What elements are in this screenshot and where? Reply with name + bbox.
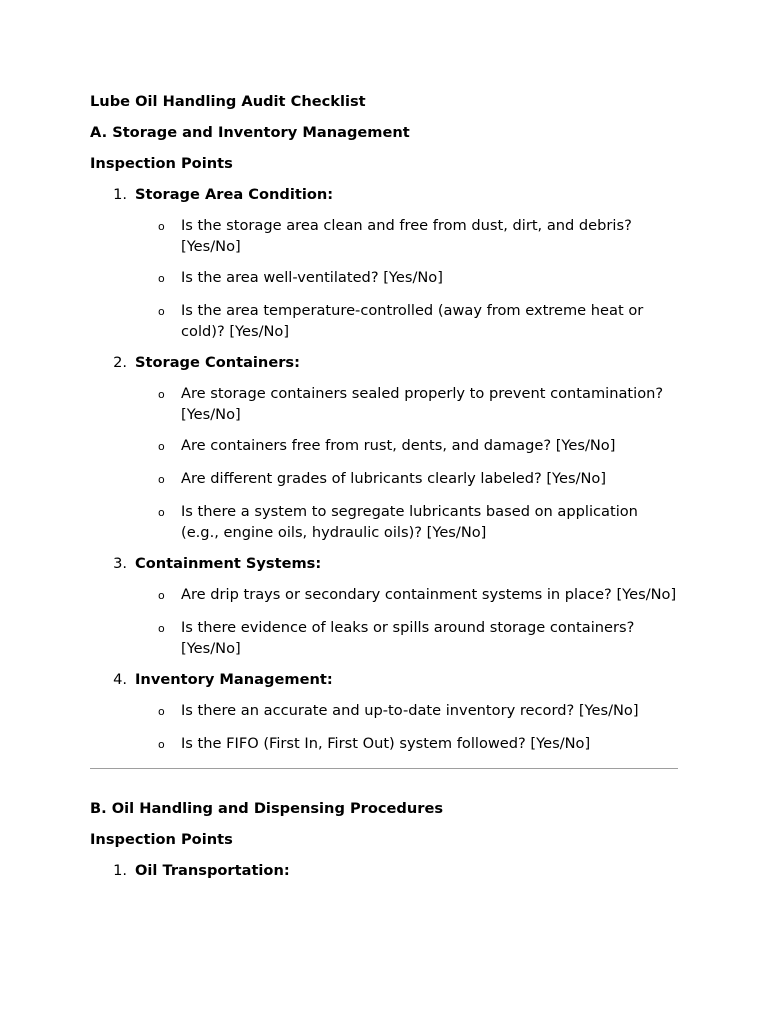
question-list (90, 384, 678, 543)
item-number: 3. (113, 555, 127, 572)
checklist-item (90, 353, 678, 543)
question-list (90, 701, 678, 756)
section-a-title: A. Storage and Inventory Management (90, 124, 410, 141)
question-list (90, 585, 678, 659)
question-text: Are storage containers sealed properly to prevent contamination? [Yes/No] (181, 385, 664, 423)
section-a (90, 123, 678, 756)
question-item (90, 618, 678, 659)
item-label: Inventory Management: (135, 671, 333, 688)
question-list (90, 216, 678, 342)
section-divider (90, 768, 678, 769)
question-text: Is there an accurate and up-to-date inventory record? [Yes/No] (181, 702, 639, 719)
question-item (90, 216, 678, 257)
question-text: Are different grades of lubricants clearly labeled? [Yes/No] (181, 470, 607, 487)
bullet-icon: o (158, 305, 165, 318)
section-b-checklist (90, 861, 678, 881)
document-page (90, 92, 678, 892)
checklist-item (90, 670, 678, 756)
question-item (90, 301, 678, 342)
item-number: 1. (113, 186, 127, 203)
question-text: Is the area well-ventilated? [Yes/No] (181, 269, 443, 286)
question-item (90, 469, 678, 491)
bullet-icon: o (158, 705, 165, 718)
bullet-icon: o (158, 622, 165, 635)
bullet-icon: o (158, 220, 165, 233)
section-a-subheading: Inspection Points (90, 155, 233, 172)
question-text: Is there a system to segregate lubricants based on application (e.g., engine oils, hydraulic oils)? [Yes/No] (181, 503, 638, 541)
bullet-icon: o (158, 589, 165, 602)
question-text: Is the storage area clean and free from dust, dirt, and debris? [Yes/No] (181, 217, 632, 255)
bullet-icon: o (158, 440, 165, 453)
item-label: Oil Transportation: (135, 862, 290, 879)
question-item (90, 436, 678, 458)
checklist-item (90, 861, 678, 881)
document-title: Lube Oil Handling Audit Checklist (90, 93, 366, 110)
question-item (90, 502, 678, 543)
question-text: Is the FIFO (First In, First Out) system followed? [Yes/No] (181, 735, 591, 752)
question-item (90, 734, 678, 756)
bullet-icon: o (158, 388, 165, 401)
item-label: Storage Area Condition: (135, 186, 334, 203)
item-number: 2. (113, 354, 127, 371)
question-text: Is the area temperature-controlled (away from extreme heat or cold)? [Yes/No] (181, 302, 644, 340)
bullet-icon: o (158, 738, 165, 751)
question-text: Are containers free from rust, dents, and damage? [Yes/No] (181, 437, 616, 454)
item-label: Containment Systems: (135, 555, 322, 572)
section-b-subheading: Inspection Points (90, 831, 233, 848)
checklist-item (90, 554, 678, 659)
bullet-icon: o (158, 272, 165, 285)
question-text: Is there evidence of leaks or spills around storage containers? [Yes/No] (181, 619, 635, 657)
question-item (90, 384, 678, 425)
question-text: Are drip trays or secondary containment systems in place? [Yes/No] (181, 586, 677, 603)
bullet-icon: o (158, 506, 165, 519)
question-item (90, 268, 678, 290)
section-a-checklist (90, 185, 678, 756)
item-number: 1. (113, 862, 127, 879)
section-b (90, 799, 678, 881)
question-item (90, 585, 678, 607)
question-item (90, 701, 678, 723)
item-label: Storage Containers: (135, 354, 300, 371)
checklist-item (90, 185, 678, 342)
bullet-icon: o (158, 473, 165, 486)
item-number: 4. (113, 671, 127, 688)
section-b-title: B. Oil Handling and Dispensing Procedures (90, 800, 444, 817)
